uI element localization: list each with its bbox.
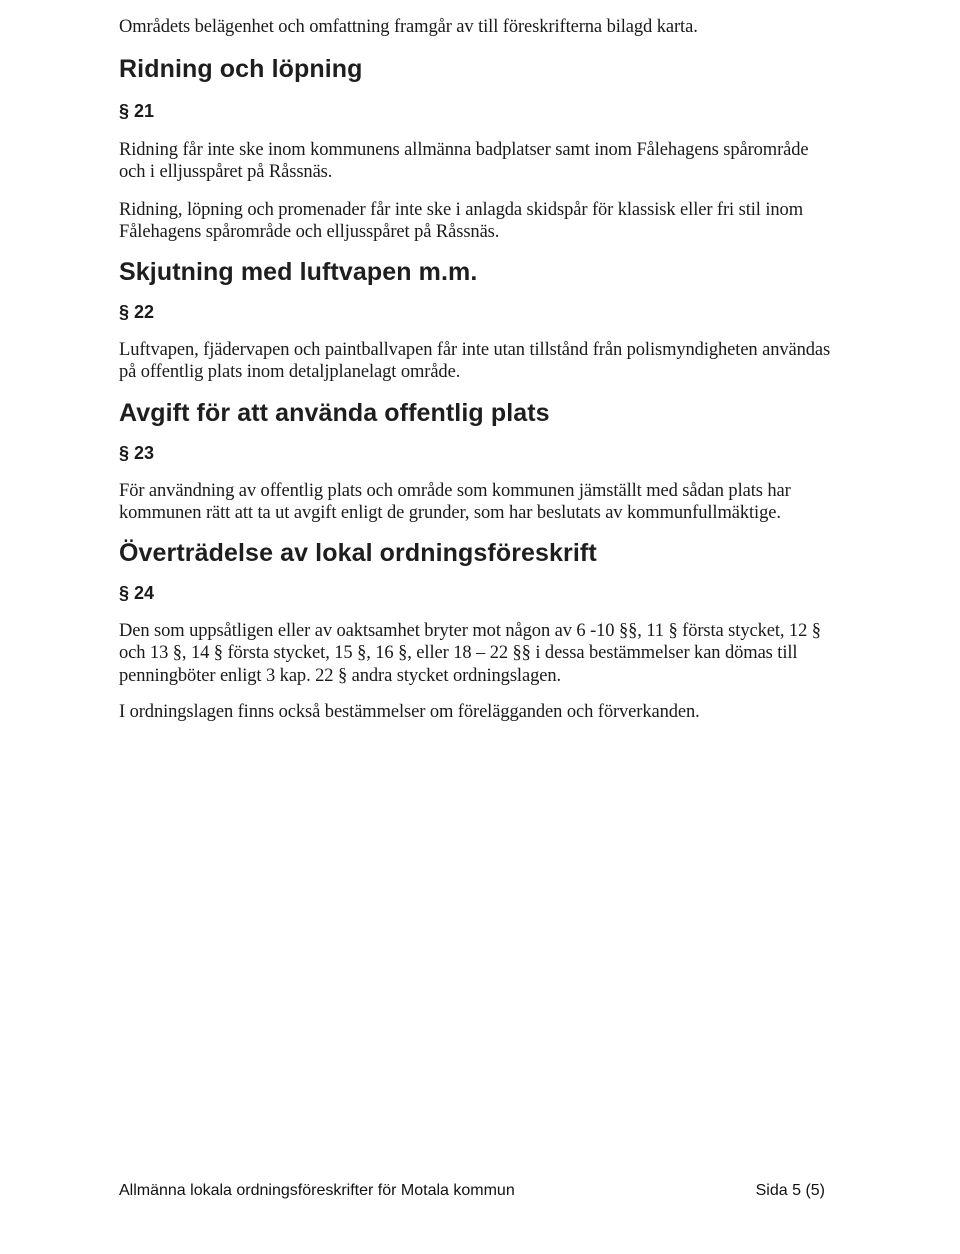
page-footer — [119, 1182, 825, 1200]
section-heading-skjutning: Skjutning med luftvapen m.m. — [119, 257, 478, 286]
section-23-text: För användning av offentlig plats och område som kommunen jämställt med sådan plats har kommunen rätt att ta ut avgift enligt de grunder, som har beslutats av kommunfullmäktige. — [119, 480, 791, 523]
paragraph-number-21: § 21 — [119, 100, 155, 121]
section-21-text-2: Ridning, löpning och promenader får inte ske i anlagda skidspår för klassisk eller fri stil inom Fålehagens spårområde och elljusspåret på Råssnäs. — [119, 199, 803, 242]
section-heading-overtradelse: Överträdelse av lokal ordningsföreskrift — [119, 538, 597, 567]
paragraph-number-24: § 24 — [119, 582, 155, 603]
intro-text: Områdets belägenhet och omfattning framgår av till föreskrifterna bilagd karta. — [119, 17, 698, 37]
section-21-text-1: Ridning får inte ske inom kommunens allmänna badplatser samt inom Fålehagens spårområde och i elljusspåret på Råssnäs. — [119, 139, 809, 182]
paragraph-number-23: § 23 — [119, 442, 155, 463]
footer-document-title: Allmänna lokala ordningsföreskrifter för Motala kommun — [119, 1182, 515, 1199]
section-24-text-1: Den som uppsåtligen eller av oaktsamhet bryter mot någon av 6 -10 §§, 11 § första stycket, 12 § och 13 §, 14 § första stycket, 15 §, 16 §, eller 18 – 22 §§ i dessa bestämmelser kan dömas till penningböter enligt 3 kap. 22 § andra stycket ordningslagen. — [119, 620, 821, 686]
paragraph-number-22: § 22 — [119, 301, 155, 322]
section-heading-ridning: Ridning och löpning — [119, 54, 363, 83]
footer-page-number: Sida 5 (5) — [755, 1182, 825, 1199]
section-22-text: Luftvapen, fjädervapen och paintballvapen får inte utan tillstånd från polismyndigheten användas på offentlig plats inom detaljplanelagt område. — [119, 339, 831, 382]
document-page — [119, 12, 839, 724]
section-heading-avgift: Avgift för att använda offentlig plats — [119, 398, 550, 427]
section-24-text-2: I ordningslagen finns också bestämmelser om förelägganden och förverkanden. — [119, 702, 700, 722]
